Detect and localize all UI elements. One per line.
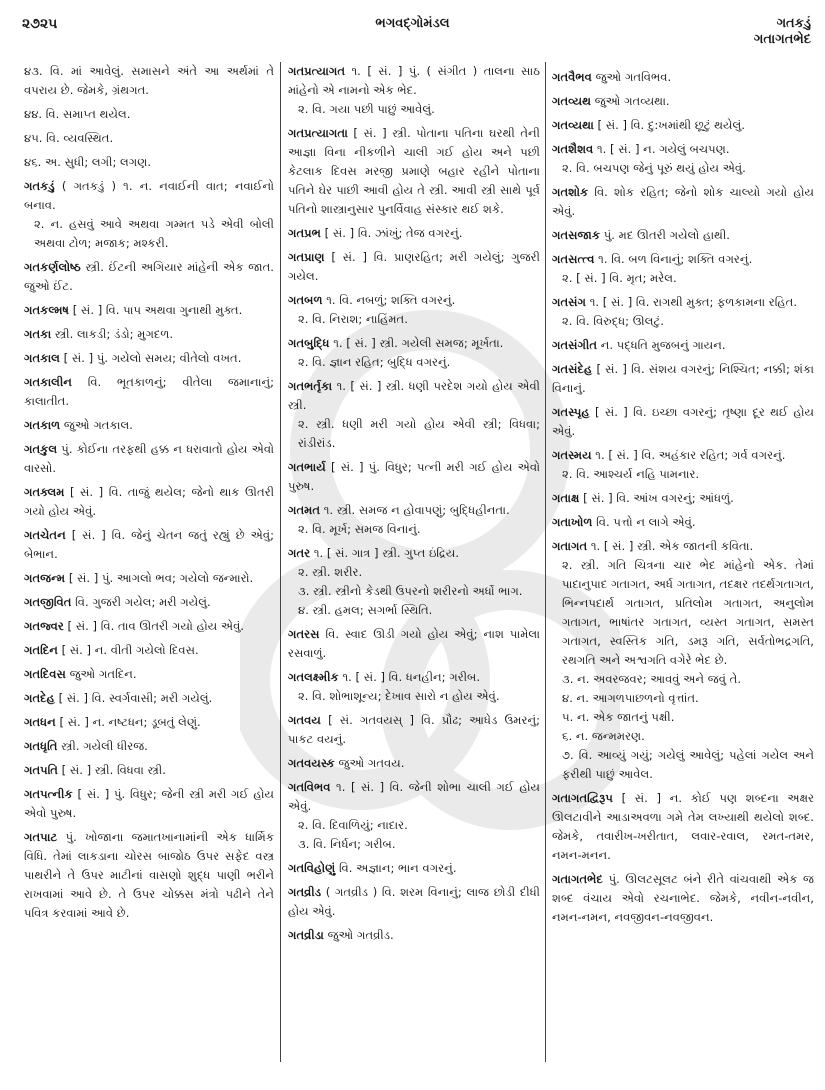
dictionary-entry — [288, 778, 540, 854]
dictionary-entry — [24, 258, 274, 296]
definition: જુઓ ગતવ્રીડ. — [327, 928, 394, 942]
definition: સ્ત્રી. લાકડી; ડંડો; મુગદળ. — [54, 327, 174, 341]
dictionary-entry — [288, 248, 540, 286]
headword: ગતર — [288, 546, 311, 560]
headword: ગતપ્રત્યાગત — [288, 64, 346, 78]
headword: ગતકાળ — [24, 418, 61, 432]
column-2 — [288, 62, 540, 950]
headword: ગતાગત — [552, 539, 588, 553]
dictionary-entry — [24, 349, 274, 368]
sub-sense: ૩. વિ. નિર્ધન; ગરીબ. — [298, 837, 396, 851]
dictionary-entry — [24, 177, 274, 253]
headword: ગતપ્રભ — [288, 226, 321, 240]
headword: ગતજીવિત — [24, 595, 72, 609]
headword: ગતક્લમ — [24, 485, 65, 499]
dictionary-entry — [552, 870, 814, 927]
headword: ગતવયસ્ક — [288, 756, 335, 770]
headword: ગતવિભવ — [288, 780, 331, 794]
definition: સ્ત્રી. ઈંટની અગિયાર માંહેની એક જાત. જુઓ ઈંટ. — [24, 260, 274, 293]
definition: જુઓ ગતવિભવ. — [595, 70, 672, 84]
sub-sense: ૨. વિ. બચપણ જેનું પૂરું થયું હોય એવું. — [562, 161, 746, 175]
definition: ૧. [ સં. ] ન. ગયેલું બચપણ. — [596, 142, 730, 156]
dictionary-entry — [24, 785, 274, 823]
sub-sense: ૭. વિ. આવ્યું ગયું; ગયેલું આવેલું; પહેલાં ગયેલ અને ફરીથી પાછું આવેલ. — [562, 748, 814, 781]
headword: ગતસ્પૃહ — [552, 405, 590, 419]
definition: [ સં. ] પું. વિધુર; જેની સ્ત્રી મરી ગઈ હોય એવો પુરુષ. — [24, 787, 274, 820]
headword: ગતસંગીત — [552, 338, 598, 352]
dictionary-entry — [288, 124, 540, 219]
dictionary-entry — [288, 754, 540, 773]
headword: ગતાખોળ — [552, 515, 593, 529]
dictionary-entry — [288, 926, 540, 945]
definition: [ સં. ] વિ. આંખ વગરનું; આંધળું. — [583, 491, 734, 505]
sub-sense: ૪. સ્ત્રી. હમલ; સગર્ભા સ્થિતિ. — [298, 603, 433, 617]
dictionary-entry — [288, 62, 540, 119]
definition: [ સં. ] વિ. ઝાંખું; તેજ વગરનું. — [324, 226, 463, 240]
sub-sense: ૩. ન. અવરજવર; આવવું અને જવું તે. — [562, 672, 742, 686]
headword: ગતવિહોણું — [288, 861, 336, 875]
headword: ગતસજાક — [552, 228, 601, 242]
dictionary-entry — [24, 301, 274, 320]
dictionary-entry — [288, 291, 540, 329]
definition: [ સં. ] ન. કોઈ પણ શબ્દના અક્ષર ઊલટાવીને આડાઅવળા ગમે તેમ લખ્યાથી થયેલો શબ્દ. જેમકે, તવારીખ-ખરીતાત, લવાર-રવાલ, રમત-તમર, નમન-મનન. — [552, 791, 814, 862]
dictionary-entry — [552, 446, 814, 484]
dictionary-entry — [288, 458, 540, 496]
headword: ગતધન — [24, 715, 56, 729]
dictionary-entry — [552, 183, 814, 221]
definition: પું. ઊલટસૂલટ બંને રીતે વાંચવાથી એક જ શબ્દ વંચાય એવો રચનાભેદ. જેમકે, નવીન-નવીન, નમન-નમન, નવજીવન-નવજીવન. — [552, 872, 814, 924]
definition: [ સં. ] વિ. પ્રાણરહિત; મરી ગયેલું; ગુજરી ગયેલ. — [288, 250, 540, 283]
headword: ગતસંગ — [552, 295, 587, 309]
headword: ગતવય — [288, 713, 321, 727]
sub-sense: ૪. ન. આગળપાછળનો વૃત્તાંત. — [562, 691, 699, 705]
dictionary-entry — [24, 713, 274, 732]
headword: ગતકુલ — [24, 442, 58, 456]
dictionary-entry — [552, 140, 814, 178]
dictionary-entry — [288, 859, 540, 878]
definition: પું. મદ ઊતરી ગયેલો હાથી. — [603, 228, 730, 242]
headword: ગતવ્યથ — [552, 94, 591, 108]
column-3 — [552, 68, 814, 932]
definition: ( ગતવ્રીડ ) વિ. શરમ વિનાનું; લાજ છોડી દીધી હોય એવું. — [288, 885, 540, 918]
definition: [ સં. ] વિ. પાપ અથવા ગુનાથી મુક્ત. — [72, 303, 243, 317]
sub-sense: ૨. સ્ત્રી. ધણી મરી ગયો હોય એવી સ્ત્રી; વિધવા; રાંડીરાંડ. — [298, 417, 540, 450]
dictionary-entry — [24, 828, 274, 923]
definition: [ સં. ] પું. વિધુર; પત્ની મરી ગઈ હોય એવો પુરુષ. — [288, 460, 540, 493]
headword: ગતવ્રીડ — [288, 885, 322, 899]
definition: [ સં. ] સ્ત્રી. પોતાના પતિના ઘરથી તેની આજ્ઞા વિના નીકળીને ચાલી ગઈ હોય અને પછી કેટલાક દિવસ મરજી પ્રમાણે બહાર રહીને પોતાના પતિને ઘેર પાછી આવી હોય તે સ્ત્રી. આવી સ્ત્રી સાથે પૂર્વ પતિનો શાસ્ત્રાનુસાર પુનર્વિવાહ સંસ્કાર થઈ શકે. — [288, 126, 540, 216]
headword: ગતવ્રીડા — [288, 928, 324, 942]
dictionary-entry — [24, 483, 274, 521]
dictionary-entry — [552, 250, 814, 288]
sub-sense: ૩. સ્ત્રી. સ્ત્રીનો કેડથી ઉપરનો શરીરનો અર્ધો ભાગ. — [298, 584, 523, 598]
dictionary-entry — [24, 761, 274, 780]
sub-sense: ૨. વિ. ગયા પછી પાછું આવેલું. — [298, 102, 435, 116]
dictionary-entry — [24, 617, 274, 636]
dictionary-entry — [288, 501, 540, 539]
definition: ૪૫. વિ. વ્યવસ્થિત. — [24, 131, 114, 145]
definition: ન. પદ્ધતિ મુજબનું ગાયન. — [600, 338, 726, 352]
dictionary-entry — [24, 373, 274, 411]
dictionary-entry — [24, 689, 274, 708]
headword: ગતરસ — [288, 627, 320, 641]
headword: ગતાક્ષ — [552, 491, 580, 505]
definition: [ સં. ] વિ. ઇચ્છા વગરનું; તૃષ્ણા દૂર થઈ હોય એવું. — [552, 405, 814, 438]
headword: ગતસંદેહ — [552, 362, 593, 376]
headword: ગતવૈભવ — [552, 70, 592, 84]
definition: [ સં. ] ન. નષ્ટધન; ડૂબતું લેણું. — [59, 715, 201, 729]
dictionary-entry — [552, 360, 814, 398]
guide-word-first: ગતકડું — [776, 16, 811, 31]
sub-sense: ૨. સ્ત્રી. શરીર. — [298, 565, 363, 579]
dictionary-entry — [24, 593, 274, 612]
definition: [ સં. ] વિ. દુ:ખમાંથી છૂટું થયેલું. — [597, 118, 745, 132]
headword: ગતધૃતિ — [24, 739, 58, 753]
dictionary-entry — [24, 129, 274, 148]
definition: ૧. વિ. બળ વિનાનું; શક્તિ વગરનું. — [598, 252, 753, 266]
headword: ગતકલ્મષ — [24, 303, 70, 317]
headword: ગતચેતન — [24, 528, 66, 542]
headword: ગતભાર્ય — [288, 460, 326, 474]
definition: [ સં. ] વિ. તાજું થયેલ; જેનો થાક ઊતરી ગયો હોય એવું. — [24, 485, 275, 518]
definition: [ સં. ] વિ. જેનું ચેતન જતું રહ્યું છે એવું; બેભાન. — [24, 528, 274, 561]
definition: [ સં. ] વિ. તાવ ઊતરી ગયો હોય એવું. — [67, 619, 245, 633]
headword: ગતકર્ણલોષ્ઠ — [24, 260, 81, 274]
dictionary-entry — [288, 668, 540, 706]
dictionary-entry — [288, 377, 540, 453]
headword: ગતદિન — [24, 643, 58, 657]
page-header — [0, 12, 825, 52]
dictionary-entry — [288, 224, 540, 243]
headword: ગતકાલીન — [24, 375, 72, 389]
definition: [ સં. ] ન. વીતી ગયેલો દિવસ. — [61, 643, 199, 657]
sub-sense: ૨. વિ. જ્ઞાન રહિત; બુદ્ધિ વગરનું. — [298, 355, 451, 369]
dictionary-entry — [24, 440, 274, 478]
sub-sense: ૨. વિ. આશ્ચર્ય નહિ પામનાર. — [562, 467, 700, 481]
dictionary-entry — [24, 641, 274, 660]
headword: ગતબળ — [288, 293, 323, 307]
dictionary-entry — [24, 569, 274, 588]
definition: જુઓ ગતવય. — [338, 756, 405, 770]
sub-sense: ૨. વિ. વિરુદ્ધ; ઊલટું. — [562, 314, 664, 328]
definition: ૪૩. વિ. માં આવેલું. સમાસને અંતે આ અર્થમાં તે વપરાય છે. જેમકે, ગ્રંથગત. — [24, 64, 274, 97]
dictionary-entry — [24, 737, 274, 756]
definition: વિ. શોક રહિત; જેનો શોક ચાલ્યો ગયો હોય એવું. — [552, 185, 814, 218]
headword: ગતબુદ્ધિ — [288, 336, 330, 350]
dictionary-entry — [552, 403, 814, 441]
definition: વિ. ગુજરી ગયેલ; મરી ગયેલું. — [75, 595, 211, 609]
headword: ગતાગતદ્વિરૂપ — [552, 791, 613, 805]
definition: [ સં. ] વિ. સંશય વગરનું; નિશ્ચિત; નક્કી; શંકા વિનાનું. — [552, 362, 814, 395]
definition: જુઓ ગતદિન. — [69, 667, 137, 681]
sub-sense: ૨. [ સં. ] વિ. મૃત; મરેલ. — [562, 271, 677, 285]
definition: ૧. [ સં. ] સ્ત્રી. ગયેલી સમજ; મૂર્ખતા. — [333, 336, 504, 350]
headword: ગતમત — [288, 503, 321, 517]
definition: ૧. [ સં. ] વિ. ધનહીન; ગરીબ. — [342, 670, 481, 684]
headword: ગતભર્તૃકા — [288, 379, 333, 393]
headword: ગતપ્રાણ — [288, 250, 325, 264]
dictionary-entry — [288, 334, 540, 372]
dictionary-entry — [552, 513, 814, 532]
definition: પું. ખોજાના જમાતખાનામાંની એક ધાર્મિક વિધિ. તેમાં લાકડાના ચોરસ બાજોઠ ઉપર સફેદ વસ્ત્ર પાથરીને તે ઉપર માટીનાં વાસણો શુદ્ધ પાણી ભરીને રાખવામાં આવે છે. તે ઉપર ચોક્કસ મંત્રો પઢીને તેને પવિત્ર કરવામાં આવે છે. — [24, 830, 275, 920]
dictionary-entry — [24, 153, 274, 172]
dictionary-entry — [288, 711, 540, 749]
dictionary-entry — [552, 68, 814, 87]
dictionary-entry — [552, 336, 814, 355]
dictionary-entry — [24, 526, 274, 564]
definition: ૧. [ સં. ] સ્ત્રી. એક જાતની કવિતા. — [590, 539, 754, 553]
book-title: ભગવદ્ગોમંડલ — [375, 16, 450, 31]
definition: સ્ત્રી. ગયેલી ધીરજ. — [61, 739, 148, 753]
headword: ગતજ્વર — [24, 619, 64, 633]
dictionary-entry — [552, 293, 814, 331]
dictionary-entry — [552, 489, 814, 508]
headword: ગતપતિ — [24, 763, 58, 777]
definition: વિ. ભૂતકાળનું; વીતેલા જમાનાનું; કાલાતીત. — [24, 375, 275, 408]
definition: [ સં. ] વિ. સ્વર્ગવાસી; મરી ગયેલું. — [58, 691, 213, 705]
dictionary-entry — [288, 625, 540, 663]
dictionary-entry — [24, 62, 274, 100]
dictionary-entry — [288, 883, 540, 921]
definition: વિ. અજ્ઞાન; ભાન વગરનું. — [338, 861, 457, 875]
sub-sense: ૨. વિ. દિવાળિયું; નાદાર. — [298, 818, 408, 832]
dictionary-entry — [24, 105, 274, 124]
sub-sense: ૨. વિ. નિરાશ; નાહિંમત. — [298, 312, 408, 326]
headword: ગતપત્નીક — [24, 787, 73, 801]
column-1 — [24, 62, 274, 928]
headword: ગતદેહ — [24, 691, 55, 705]
headword: ગતકા — [24, 327, 52, 341]
dictionary-entry — [24, 665, 274, 684]
definition: ૧. [ સં. ] વિ. રાગથી મુક્ત; ફળકામના રહિત. — [589, 295, 798, 309]
dictionary-entry — [288, 544, 540, 620]
dictionary-entry — [552, 116, 814, 135]
definition: જુઓ ગતકાલ. — [63, 418, 133, 432]
definition: [ સં. ] પું. ગયેલો સમય; વીતેલો વખત. — [63, 351, 242, 365]
definition: વિ. પત્તો ન લાગે એવું. — [596, 515, 696, 529]
definition: ૪૬. અ. સુધી; લગી; લગણ. — [24, 155, 152, 169]
headword: ગતવ્યથા — [552, 118, 594, 132]
definition: ૧. વિ. નબળું; શક્તિ વગરનું. — [326, 293, 456, 307]
dictionary-entry — [552, 537, 814, 784]
definition: જુઓ ગતવ્યથા. — [594, 94, 670, 108]
sub-sense: ૨. વિ. શોભાશૂન્ય; દેખાવ સારો ન હોય એવું. — [298, 689, 500, 703]
dictionary-entry — [552, 789, 814, 865]
sub-sense: ૨. સ્ત્રી. ગતિ ચિત્રના ચાર ભેદ માંહેનો એક. તેમાં પાદાનુપાદ ગતાગત, અર્ધ ગતાગત, તદક્ષર તદર્થગતાગત, ભિન્નપદાર્થ ગતાગત, પ્રતિલોમ ગતાગત, અનુલોમ ગતાગત, ભાષાંતર ગતાગત, વ્યસ્ત ગતાગત, સમસ્ત ગતાગત, સ્વસ્તિક ગતિ, ડમરૂ ગતિ, સર્વતોભદ્રગતિ, રથગતિ અને અશ્વગતિ વગેરે ભેદ છે. — [562, 558, 814, 667]
column-divider — [545, 62, 546, 1062]
headword: ગતસત્ત્વ — [552, 252, 595, 266]
column-divider — [280, 62, 281, 1062]
definition: ૧. [ સં. ગાત્ર ] સ્ત્રી. ગુપ્ત ઇંદ્રિય. — [313, 546, 460, 560]
dictionary-entry — [552, 92, 814, 111]
headword: ગતકડું — [24, 179, 55, 193]
headword: ગતશૈશવ — [552, 142, 594, 156]
headword: ગતાગતભેદ — [552, 872, 603, 886]
definition: ૪૪. વિ. સમાપ્ત થયેલ. — [24, 107, 131, 121]
headword: ગતદિવસ — [24, 667, 66, 681]
definition: [ સં. ] સ્ત્રી. વિધવા સ્ત્રી. — [61, 763, 166, 777]
page-number: ૨૭૨૫ — [22, 16, 58, 32]
headword: ગતલક્ષ્મીક — [288, 670, 339, 684]
definition: ૧. [ સં. ] વિ. અહંકાર રહિત; ગર્વ વગરનું. — [595, 448, 786, 462]
sub-sense: ૨. વિ. મૂર્ખ; સમજ વિનાનું. — [298, 522, 421, 536]
definition: ( ગતકડું ) ૧. ન. નવાઈની વાત; નવાઈનો બનાવ. — [24, 179, 275, 212]
headword: ગતકાલ — [24, 351, 60, 365]
definition: ૧. [ સં. ] પું. ( સંગીત ) તાલના સાઠ માંહેનો એ નામનો એક ભેદ. — [288, 64, 540, 97]
definition: ૧. [ સં. ] વિ. જેની શોભા ચાલી ગઈ હોય એવું. — [288, 780, 541, 813]
headword: ગતસ્મય — [552, 448, 592, 462]
definition: ૧. [ સં. ] સ્ત્રી. ધણી પરદેશ ગયો હોય એવી સ્ત્રી. — [288, 379, 540, 412]
guide-word-last: ગતાગતભેદ — [753, 32, 811, 47]
headword: ગતજન્મ — [24, 571, 66, 585]
definition: પું. કોઈના તરફથી હક્ક ન ધરાવાતો હોય એવો વારસો. — [24, 442, 274, 475]
dictionary-entry — [24, 416, 274, 435]
dictionary-entry — [24, 325, 274, 344]
sub-sense: ૨. ન. હસવું આવે અથવા ગમ્મત પડે એવી બોલી અથવા ટોળ; મજાક; મશ્કરી. — [34, 217, 274, 250]
definition: ૧. સ્ત્રી. સમજ ન હોવાપણું; બુદ્ધિહીનતા. — [323, 503, 510, 517]
headword: ગતપાટ — [24, 830, 58, 844]
headword: ગતશોક — [552, 185, 589, 199]
headword: ગતપ્રત્યાગતા — [288, 126, 348, 140]
sub-sense: ૬. ન. જન્મમરણ. — [562, 729, 645, 743]
definition: વિ. સ્વાદ ઊડી ગયો હોય એવું; નાશ પામેલા રસવાળું. — [288, 627, 540, 660]
guide-words — [754, 16, 811, 48]
dictionary-entry — [552, 226, 814, 245]
definition: [ સં. ] પું. આગલો ભવ; ગયેલો જન્મારો. — [68, 571, 254, 585]
sub-sense: ૫. ન. એક જાતનું પક્ષી. — [562, 710, 675, 724]
definition: [ સં. ગતવયસ્ ] વિ. પ્રૌઢ; આધેડ ઉમરનું; પાકટ વયનું. — [288, 713, 540, 746]
